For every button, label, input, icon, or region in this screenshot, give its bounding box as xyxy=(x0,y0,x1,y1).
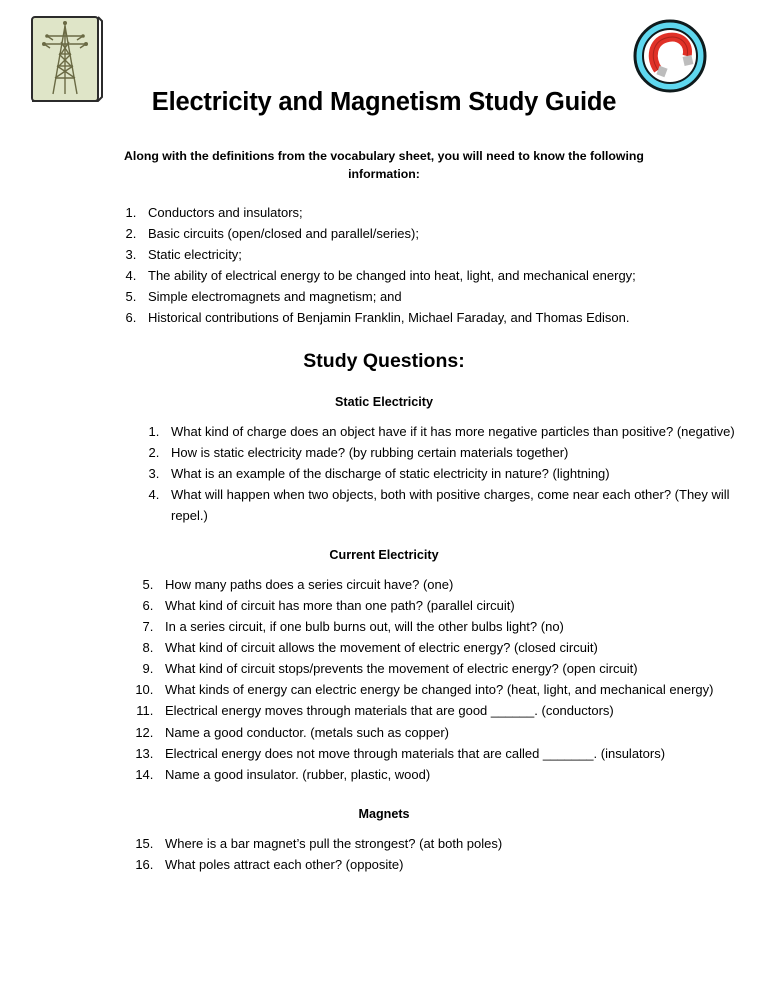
list-item: 16. What poles attract each other? (opposite) xyxy=(157,854,768,875)
section-heading: Static Electricity xyxy=(335,394,433,409)
list-item: 4. What will happen when two objects, both with positive charges, come near each other? (They will repel.) xyxy=(163,484,768,526)
question-list xyxy=(0,574,768,784)
list-item: 2. How is static electricity made? (by rubbing certain materials together) xyxy=(163,442,768,463)
list-item: 4. The ability of electrical energy to be changed into heat, light, and mechanical energy; xyxy=(140,265,768,286)
section-current-electricity xyxy=(0,548,768,784)
list-item: 15. Where is a bar magnet’s pull the strongest? (at both poles) xyxy=(157,833,768,854)
section-magnets xyxy=(0,807,768,875)
intro-paragraph: Along with the definitions from the vocabulary sheet, you will need to know the following information: xyxy=(124,149,644,181)
list-item: 12. Name a good conductor. (metals such as copper) xyxy=(157,722,768,743)
horseshoe-magnet-image xyxy=(632,18,708,94)
study-questions-heading: Study Questions: xyxy=(303,349,465,372)
section-static-electricity xyxy=(0,395,768,526)
section-heading: Current Electricity xyxy=(329,548,439,563)
list-item: 5. How many paths does a series circuit have? (one) xyxy=(157,574,768,595)
list-item: 1. What kind of charge does an object have if it has more negative particles than positive? (negative) xyxy=(163,421,768,442)
list-item: 14. Name a good insulator. (rubber, plastic, wood) xyxy=(157,764,768,785)
list-item: 6. What kind of circuit has more than one path? (parallel circuit) xyxy=(157,595,768,616)
topics-list xyxy=(0,202,768,328)
list-item: 8. What kind of circuit allows the movement of electric energy? (closed circuit) xyxy=(157,637,768,658)
question-list xyxy=(0,833,768,875)
list-item: 10. What kinds of energy can electric energy be changed into? (heat, light, and mechanical energy) xyxy=(157,679,768,700)
list-item: 2. Basic circuits (open/closed and parallel/series); xyxy=(140,223,768,244)
document-header xyxy=(0,0,768,140)
list-item: 3. What is an example of the discharge of static electricity in nature? (lightning) xyxy=(163,463,768,484)
list-item: 6. Historical contributions of Benjamin Franklin, Michael Faraday, and Thomas Edison. xyxy=(140,307,768,328)
list-item: 9. What kind of circuit stops/prevents the movement of electric energy? (open circuit) xyxy=(157,658,768,679)
page-title: Electricity and Magnetism Study Guide xyxy=(151,88,617,116)
list-item: 3. Static electricity; xyxy=(140,244,768,265)
list-item: 1. Conductors and insulators; xyxy=(140,202,768,223)
question-list xyxy=(0,421,768,526)
list-item: 5. Simple electromagnets and magnetism; and xyxy=(140,286,768,307)
section-heading: Magnets xyxy=(358,806,410,821)
list-item: 11. Electrical energy moves through materials that are good ______. (conductors) xyxy=(157,700,768,721)
list-item: 7. In a series circuit, if one bulb burns out, will the other bulbs light? (no) xyxy=(157,616,768,637)
list-item: 13. Electrical energy does not move through materials that are called _______. (insulators) xyxy=(157,743,768,764)
